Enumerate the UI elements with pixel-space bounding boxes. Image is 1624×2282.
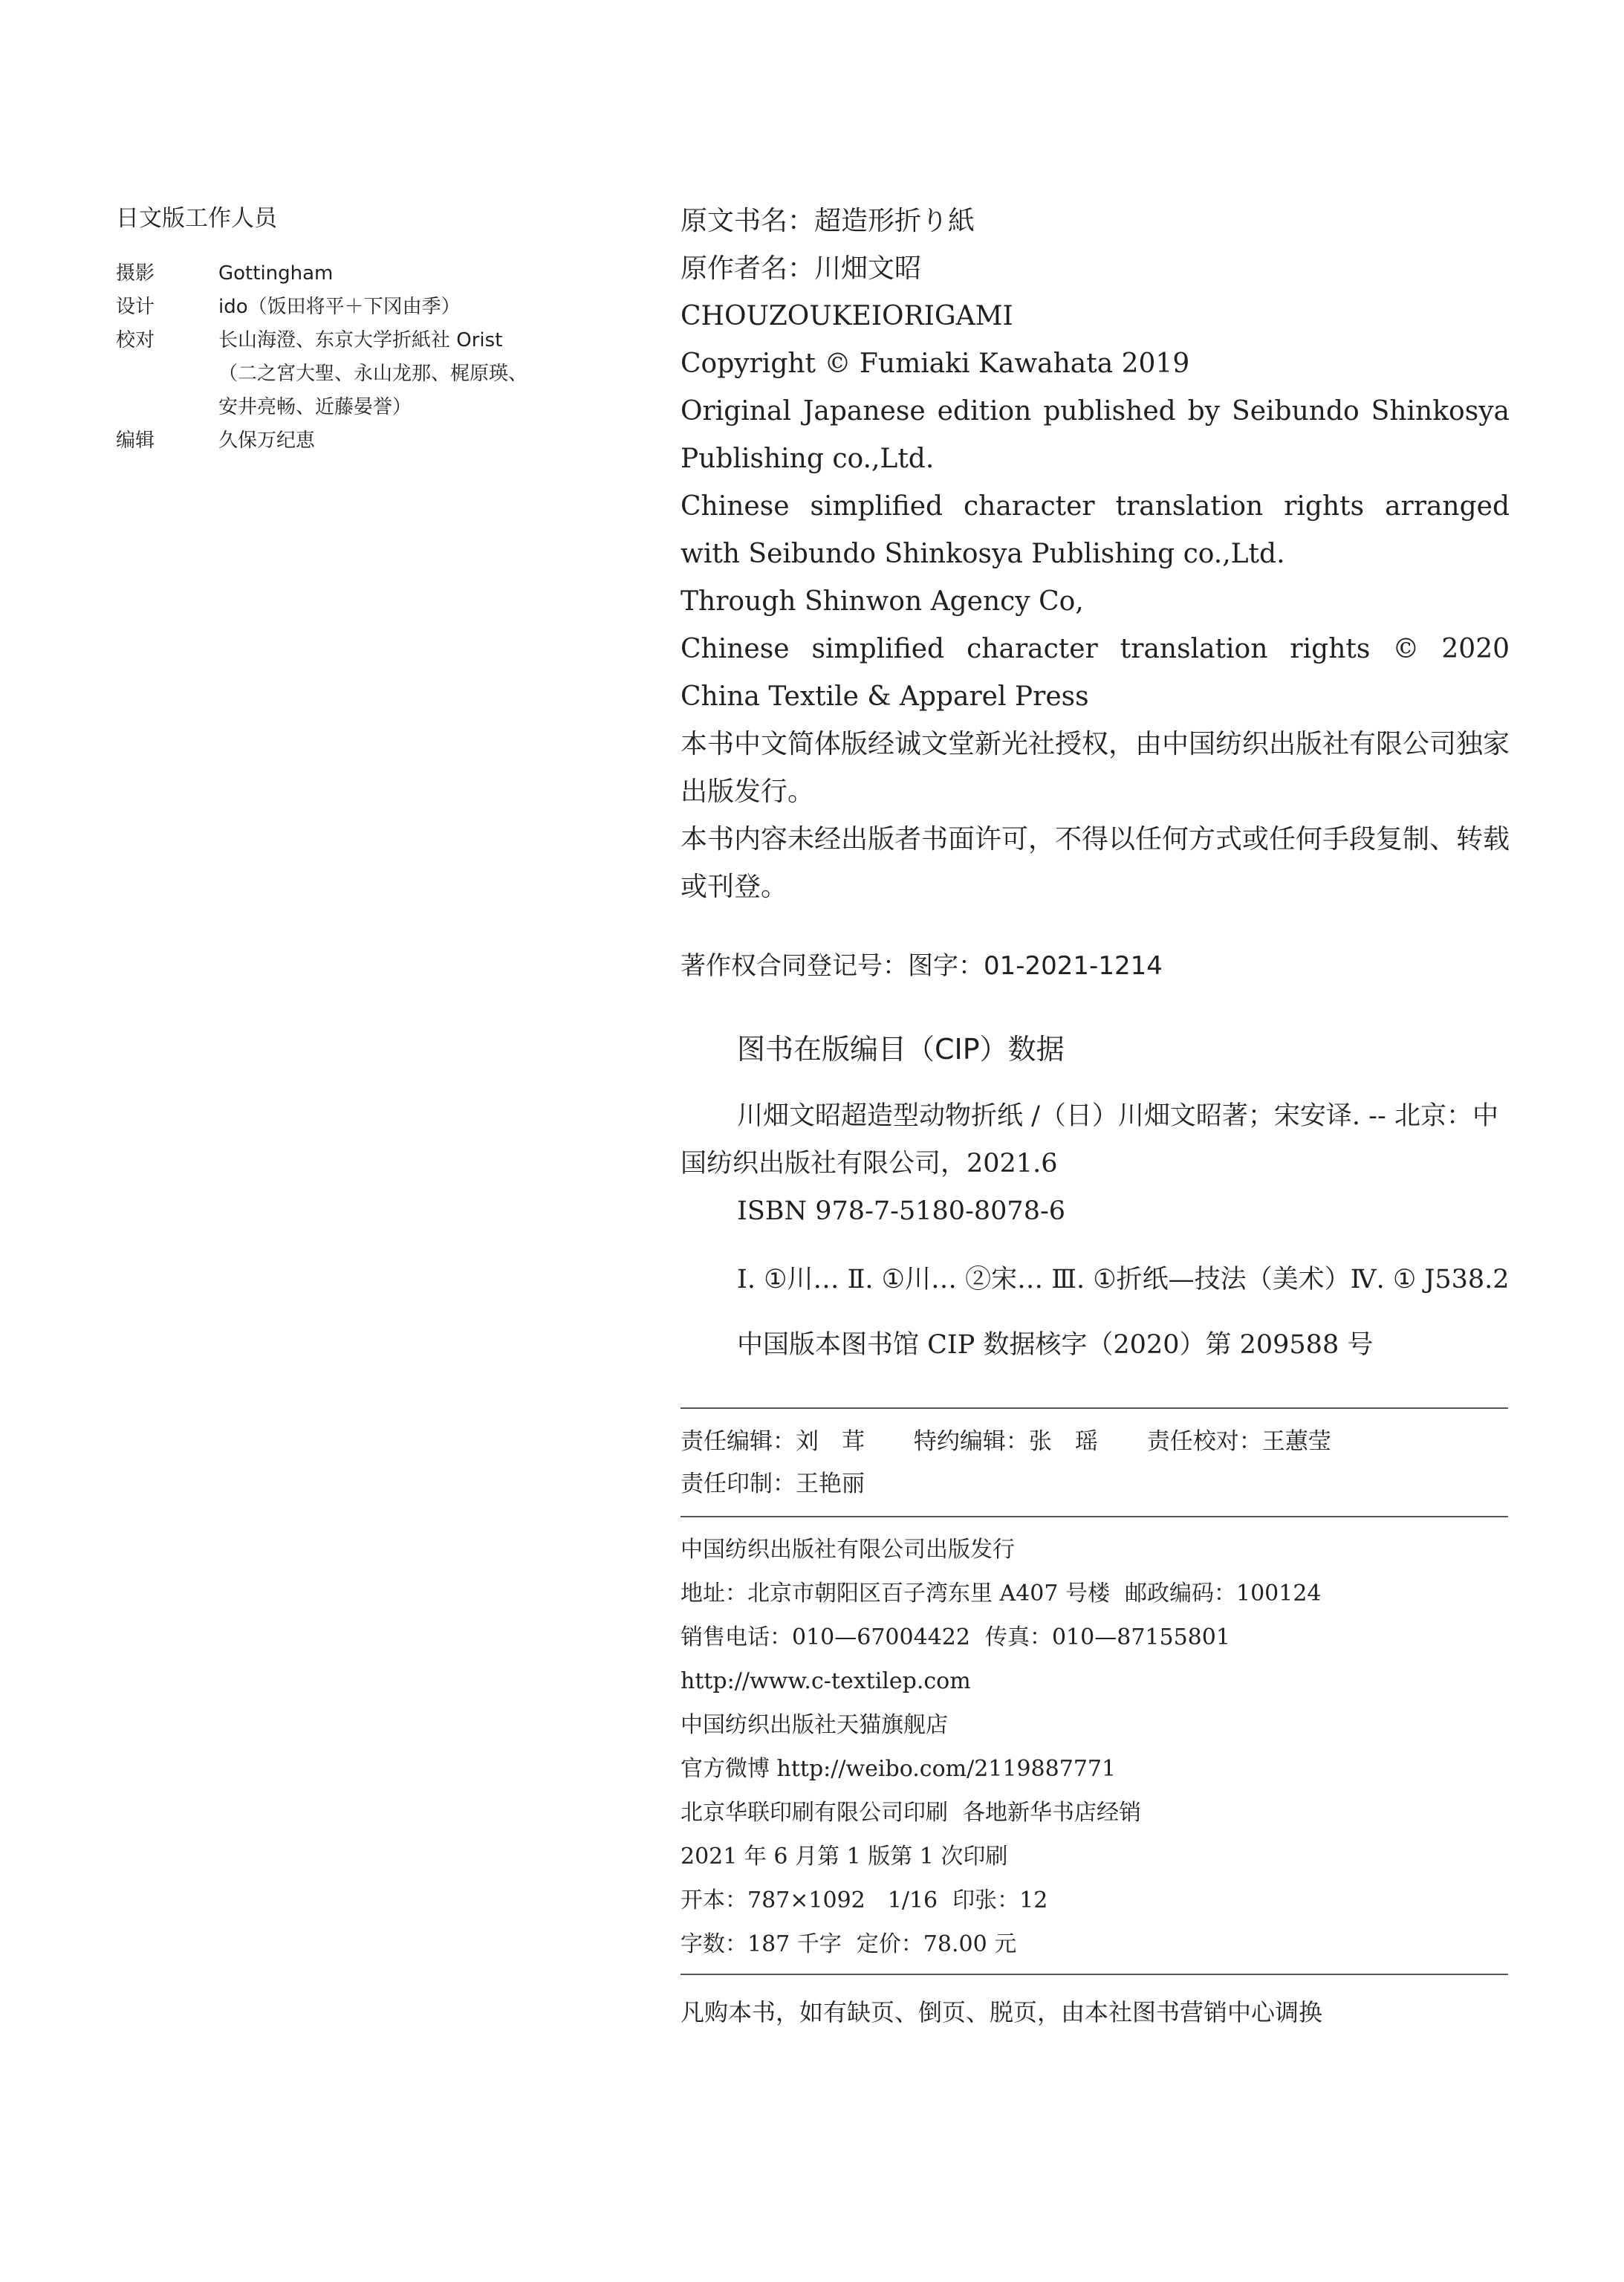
cip-block [681, 1027, 1510, 1369]
special-editor: 特约编辑：张 瑶 [913, 1428, 1098, 1455]
prohibition-statement: 本书内容未经出版者书面许可，不得以任何方式或任何手段复制、转载或刊登。 [681, 824, 1510, 902]
address-line [681, 1572, 1510, 1615]
romanized-title: CHOUZOUKEIORIGAMI [681, 301, 1013, 331]
address: 地址：北京市朝阳区百子湾东里 A407 号楼 [681, 1581, 1110, 1607]
edition: 2021 年 6 月第 1 版第 1 次印刷 [681, 1844, 1008, 1870]
proofreader: 责任校对：王蕙莹 [1146, 1428, 1331, 1455]
japanese-staff-section [116, 201, 576, 458]
staff-row [116, 324, 576, 424]
weibo: 官方微博 http://weibo.com/2119887771 [681, 1756, 1117, 1782]
staff-name: ido（饭田将平＋下冈由季） [218, 296, 461, 318]
distributor: 各地新华书店经销 [963, 1800, 1141, 1826]
sales-phone: 销售电话：010—67004422 [681, 1624, 970, 1650]
staff-role: 设计 [116, 296, 155, 318]
staff-role: 校对 [116, 329, 155, 351]
credits-block [681, 198, 1510, 911]
cip-check-number: 中国版本图书馆 CIP 数据核字（2020）第 209588 号 [737, 1330, 1374, 1360]
format-line [681, 1879, 1510, 1922]
staff-role: 摄影 [116, 262, 155, 285]
original-title: 原文书名：超造形折り紙 [681, 206, 975, 236]
printer: 北京华联印刷有限公司印刷 [681, 1800, 948, 1826]
editors-line [681, 1463, 1510, 1505]
agency-line: Through Shinwon Agency Co, [681, 586, 1084, 617]
fax: 传真：010—87155801 [984, 1624, 1230, 1650]
copyright-page-main [681, 198, 1510, 2033]
word-count: 字数：187 千字 [681, 1931, 842, 1957]
staff-names [218, 324, 576, 424]
phone-line [681, 1615, 1510, 1659]
copyright-line: Copyright © Fumiaki Kawahata 2019 [681, 349, 1190, 379]
print-sheets: 印张：12 [952, 1887, 1048, 1913]
staff-role: 编辑 [116, 430, 155, 452]
staff-names [218, 257, 576, 291]
tmall-store: 中国纺织出版社天猫旗舰店 [681, 1712, 948, 1738]
website: http://www.c-textilep.com [681, 1668, 971, 1694]
issuer: 中国纺织出版社有限公司出版发行 [681, 1537, 1015, 1563]
staff-name: （二之宮大聖、永山龙那、梶原瑛、 [218, 363, 528, 385]
cip-isbn: ISBN 978-7-5180-8078-6 [737, 1196, 1066, 1226]
cip-title: 图书在版编目（CIP）数据 [737, 1033, 1065, 1066]
original-author: 原作者名：川畑文昭 [681, 253, 922, 284]
format: 开本：787×1092 1/16 [681, 1887, 938, 1913]
staff-names [218, 291, 576, 324]
staff-row [116, 424, 576, 458]
publisher-block [681, 1517, 1510, 1974]
authorization-statement: 本书中文简体版经诚文堂新光社授权，由中国纺织出版社有限公司独家出版发行。 [681, 729, 1510, 807]
original-edition-line: Original Japanese edition published by Seibundo Shinkosya Publishing co.,Ltd. [681, 396, 1510, 474]
postcode: 邮政编码：100124 [1125, 1581, 1322, 1607]
staff-title: 日文版工作人员 [116, 205, 277, 232]
cip-entry: 川畑文昭超造型动物折纸 /（日）川畑文昭著；宋安译. -- 北京：中国纺织出版社有限公司，2021.6 [681, 1101, 1498, 1179]
editors-line [681, 1421, 1510, 1463]
staff-names [218, 424, 576, 458]
copyright-registration-number: 著作权合同登记号：图字：01-2021-1214 [681, 951, 1163, 981]
responsible-editor: 责任编辑：刘 茸 [681, 1428, 865, 1455]
editors-block [681, 1409, 1510, 1516]
cip-classification: Ⅰ. ①川… Ⅱ. ①川… ②宋… Ⅲ. ①折纸—技法（美术）Ⅳ. ① J538.2 [737, 1265, 1510, 1294]
print-supervisor: 责任印制：王艳丽 [681, 1471, 865, 1497]
staff-name: 安井亮畅、近藤晏誉） [218, 396, 412, 418]
printer-line [681, 1791, 1510, 1835]
price-line [681, 1922, 1510, 1966]
staff-name: 长山海澄、东京大学折紙社 Orist [218, 329, 503, 351]
staff-row [116, 257, 576, 291]
staff-name: Gottingham [218, 262, 334, 285]
staff-name: 久保万纪恵 [218, 430, 316, 452]
replacement-notice: 凡购本书，如有缺页、倒页、脱页，由本社图书营销中心调换 [681, 1998, 1323, 2026]
rights-arranged-line: Chinese simplified character translation rights arranged with Seibundo Shinkosya Publishing co.,Ltd. [681, 491, 1510, 569]
translation-rights-line: Chinese simplified character translation rights © 2020 China Textile & Apparel Press [681, 634, 1510, 712]
staff-row [116, 291, 576, 324]
price: 定价：78.00 元 [856, 1931, 1017, 1957]
